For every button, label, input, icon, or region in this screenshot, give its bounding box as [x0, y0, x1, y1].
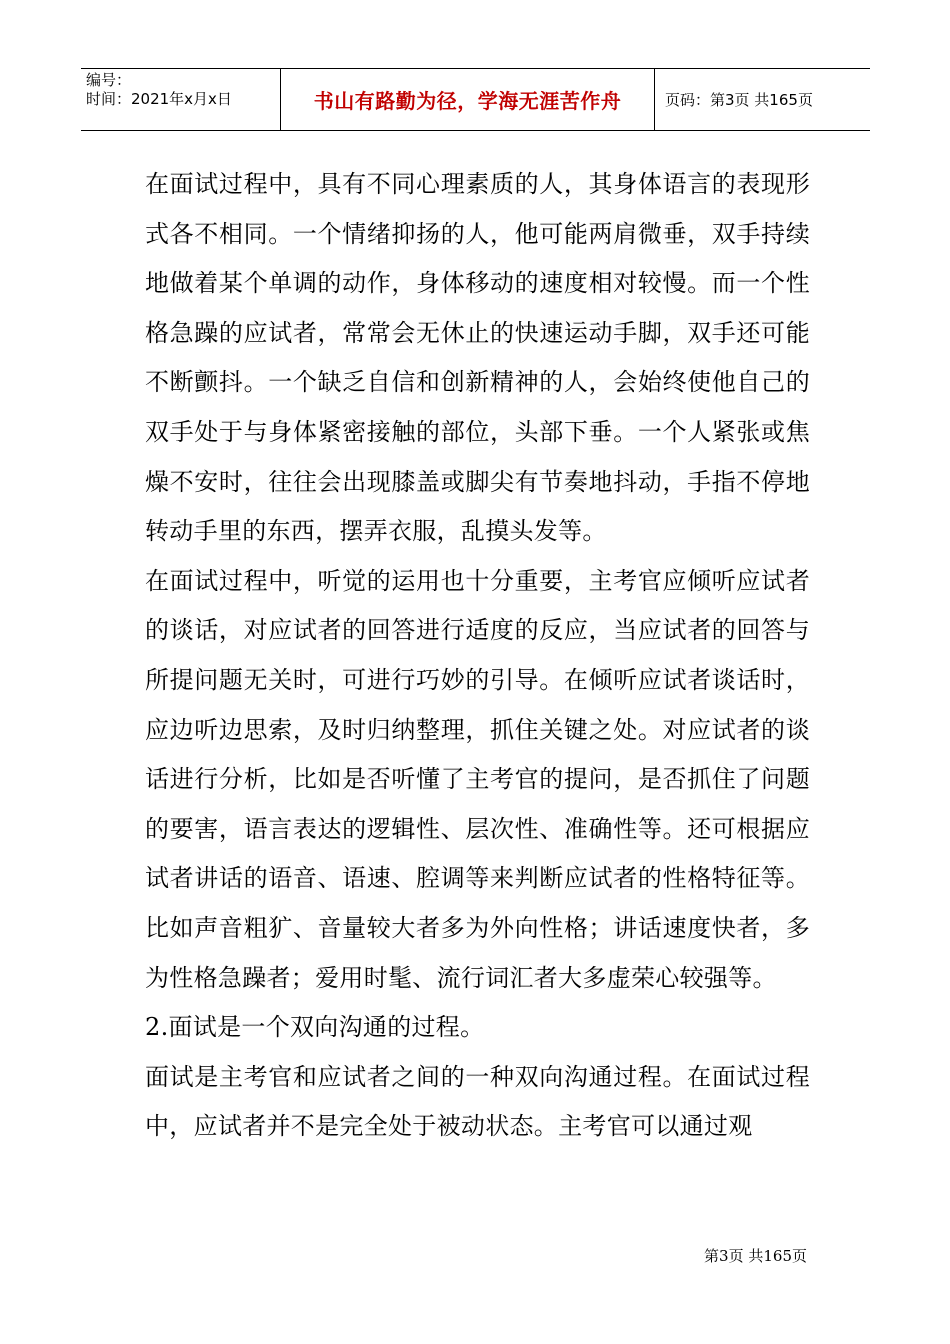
header-page-info: 页码：第3页 共165页	[665, 91, 813, 109]
body-paragraph: 在面试过程中，具有不同心理素质的人，其身体语言的表现形式各不相同。一个情绪抑扬的人，他可能两肩微垂，双手持续地做着某个单调的动作，身体移动的速度相对较慢。而一个性格急躁的应试者，常常会无休止的快速运动手脚，双手还可能不断颤抖。一个缺乏自信和创新精神的人，会始终使他自己的双手处于与身体紧密接触的部位，头部下垂。一个人紧张或焦燥不安时，往往会出现膝盖或脚尖有节奏地抖动，手指不停地转动手里的东西，摆弄衣服，乱摸头发等。	[145, 170, 810, 546]
page-footer: 第3页 共165页	[704, 1247, 807, 1265]
header-motto: 书山有路勤为径，学海无涯苦作舟	[281, 69, 655, 130]
section-heading: 2.面试是一个双向沟通的过程。	[145, 1013, 485, 1042]
page-header	[81, 68, 870, 131]
header-meta	[81, 69, 281, 130]
body-paragraph: 面试是主考官和应试者之间的一种双向沟通过程。在面试过程中，应试者并不是完全处于被动状态。主考官可以通过观	[145, 1062, 810, 1141]
document-body	[145, 160, 810, 1152]
header-time-label: 时间：2021年x月x日	[86, 90, 232, 108]
header-number-label: 编号：	[86, 71, 132, 89]
body-paragraph: 在面试过程中，听觉的运用也十分重要，主考官应倾听应试者的谈话，对应试者的回答进行适度的反应，当应试者的回答与所提问题无关时，可进行巧妙的引导。在倾听应试者谈话时，应边听边思索，及时归纳整理，抓住关键之处。对应试者的谈话进行分析，比如是否听懂了主考官的提问，是否抓住了问题的要害，语言表达的逻辑性、层次性、准确性等。还可根据应试者讲话的语音、语速、腔调等来判断应试者的性格特征等。比如声音粗犷、音量较大者多为外向性格；讲话速度快者，多为性格急躁者；爱用时髦、流行词汇者大多虚荣心较强等。	[145, 566, 810, 992]
